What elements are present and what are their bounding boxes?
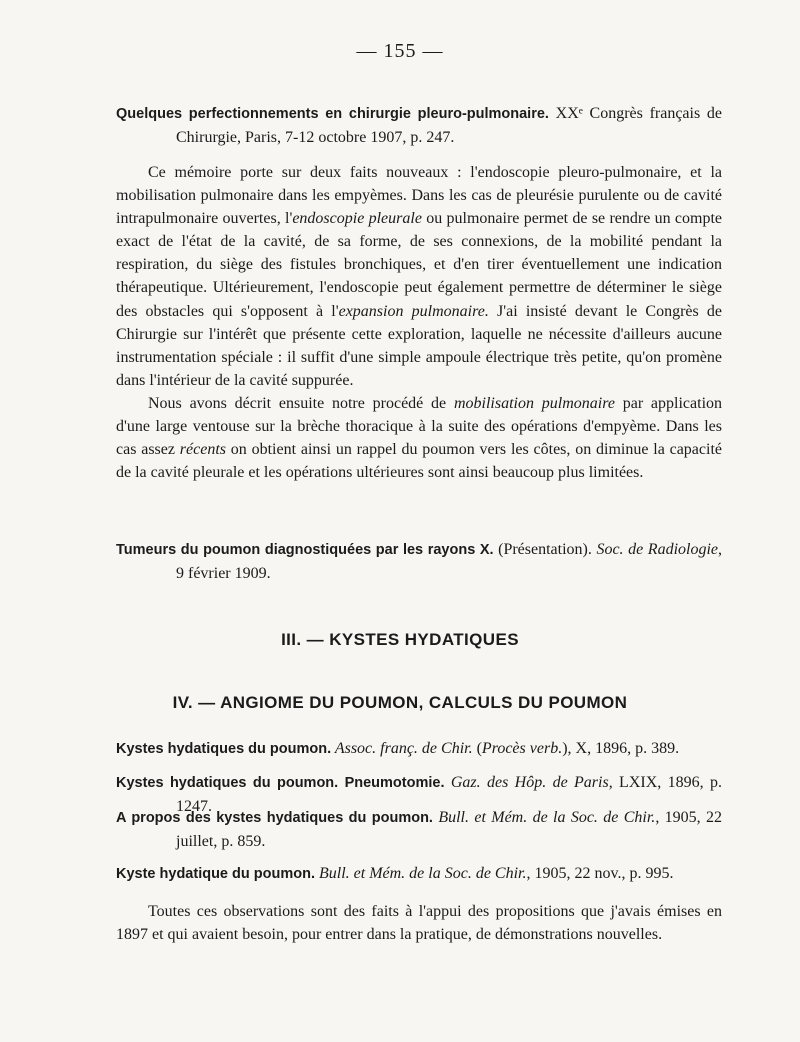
paragraph-italic: récents	[179, 441, 226, 459]
reference-details: , 1905, 22 nov., p. 995.	[526, 865, 674, 882]
reference-title: A propos des kystes hydatiques du poumon.	[116, 810, 433, 826]
paragraph-text: Ce mémoire porte sur deux faits nouveaux : l'endoscopie pleuro-pulmonaire, et la mobilisation pulmonaire dans les empyèmes. Dans les cas de pleurésie purulente ou de cavité intrapulmonaire ouvertes, l'	[116, 164, 722, 228]
paragraph-text: par application d'une large ventouse sur la brèche thoracique à la suite des opérations d'empyème. Dans les cas assez	[116, 395, 723, 459]
reference-entry	[116, 806, 722, 853]
reference-details: XXᵉ Congrès français de Chirurgie, Paris, 7-12 octobre 1907, p. 247.	[176, 105, 722, 146]
reference-journal: Procès verb.	[481, 740, 563, 757]
paragraph-italic: expansion pulmonaire.	[338, 302, 489, 320]
paragraph-text: Toutes ces observations sont des faits à l'appui des propositions que j'avais émises en 1897 et qui avaient besoin, pour entrer dans la pratique, de démonstrations nouvelles.	[116, 903, 722, 944]
reference-entry	[116, 102, 722, 149]
reference-details: , 9 février 1909.	[176, 541, 723, 582]
section-heading: IV. — ANGIOME DU POUMON, CALCULS DU POUMON	[172, 693, 628, 712]
reference-title: Kystes hydatiques du poumon. Pneumotomie.	[116, 775, 445, 791]
reference-details: , 1905, 22 juillet, p. 859.	[176, 809, 723, 850]
reference-details: (Présentation).	[493, 541, 597, 558]
reference-details: ), X, 1896, p. 389.	[562, 740, 680, 757]
reference-title: Tumeurs du poumon diagnostiquées par les rayons X.	[116, 542, 494, 558]
body-paragraph	[116, 900, 722, 946]
paragraph-text: J'ai insisté devant le Congrès de Chirurgie sur l'intérêt que présente cette exploration, laquelle ne nécessite d'ailleurs aucune instrumentation spéciale : il suffit d'une simple ampoule électrique très petite, qu'on promène dans l'intérieur de la cavité suppurée.	[116, 302, 723, 389]
reference-details: , LXIX, 1896, p. 1247.	[176, 774, 722, 815]
reference-title: Kystes hydatiques du poumon.	[116, 741, 332, 757]
body-paragraph	[116, 392, 722, 484]
reference-entry	[116, 737, 722, 761]
reference-journal: Soc. de Radiologie	[596, 541, 719, 558]
reference-journal: Bull. et Mém. de la Soc. de Chir.	[314, 865, 527, 882]
paragraph-text: Nous avons décrit ensuite notre procédé de	[148, 395, 454, 412]
reference-title: Kyste hydatique du poumon.	[116, 866, 315, 882]
reference-entry	[116, 538, 722, 585]
paragraph-text: ou pulmonaire permet de se rendre un compte exact de l'état de la cavité, de sa forme, de ses connexions, de la mobilité pendant la respiration, du siège des fistules bronchiques, et d'en tirer éventuellement une indication thérapeutique. Ultérieurement, l'endoscopie peut également permettre de déterminer le siège des obstacles qui s'opposent à l'	[116, 210, 723, 320]
page-number: — 155 —	[356, 40, 444, 62]
reference-journal: Gaz. des Hôp. de Paris	[444, 774, 609, 791]
paragraph-italic: mobilisation pulmonaire	[453, 395, 615, 412]
reference-title: Quelques perfectionnements en chirurgie pleuro-pulmonaire.	[116, 106, 549, 122]
section-heading: III. — KYSTES HYDATIQUES	[281, 630, 519, 649]
reference-journal: Bull. et Mém. de la Soc. de Chir.	[432, 809, 656, 826]
reference-journal: Assoc. franç. de Chir.	[331, 740, 473, 757]
paragraph-italic: endoscopie pleurale	[292, 210, 422, 228]
reference-entry	[116, 862, 722, 886]
body-paragraph	[116, 161, 722, 392]
reference-details: (	[472, 740, 482, 757]
paragraph-text: on obtient ainsi un rappel du poumon vers les côtes, on diminue la capacité de la cavité pleurale et les opérations ultérieures sont ainsi beaucoup plus limitées.	[116, 441, 723, 482]
